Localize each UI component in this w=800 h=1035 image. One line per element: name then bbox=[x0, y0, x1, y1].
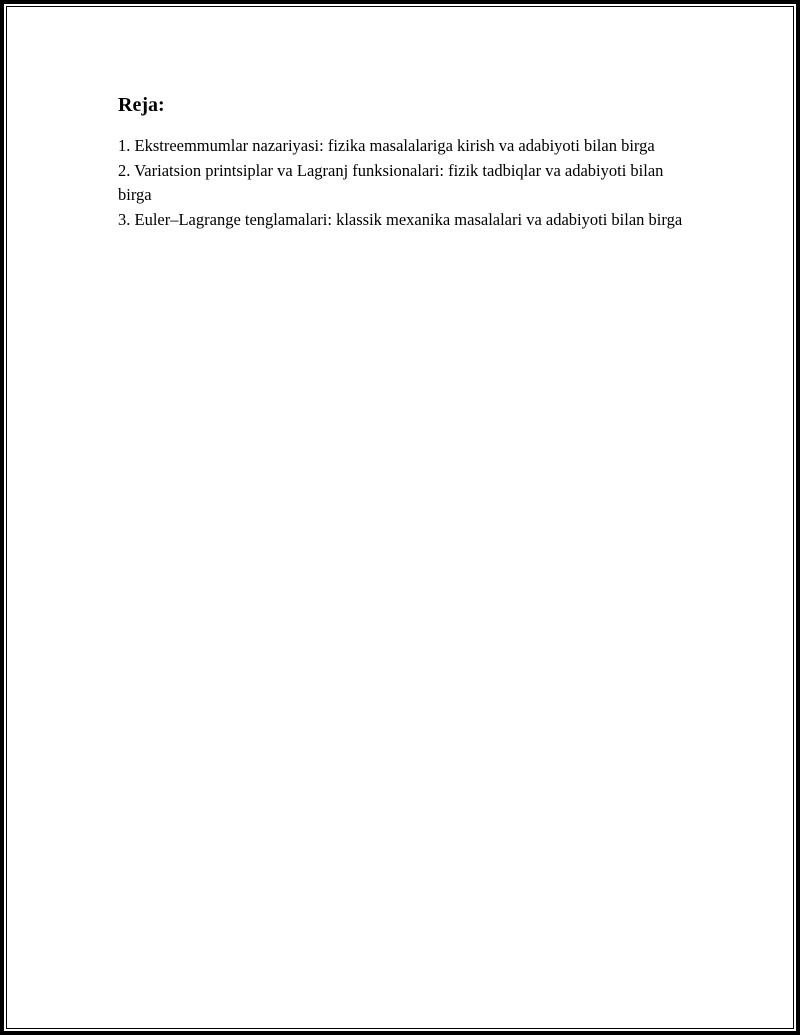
plan-item-1: 1. Ekstreemmumlar nazariyasi: fizika masalalariga kirish va adabiyoti bilan birga bbox=[118, 136, 655, 155]
plan-list bbox=[118, 134, 698, 232]
document-content bbox=[118, 91, 698, 232]
plan-item-2: 2. Variatsion printsiplar va Lagranj funksionalari: fizik tadbiqlar va adabiyoti bilan birga bbox=[118, 160, 664, 204]
plan-heading: Reja: bbox=[118, 94, 165, 116]
plan-item-3: 3. Euler–Lagrange tenglamalari: klassik mexanika masalalari va adabiyoti bilan birga bbox=[118, 209, 683, 229]
